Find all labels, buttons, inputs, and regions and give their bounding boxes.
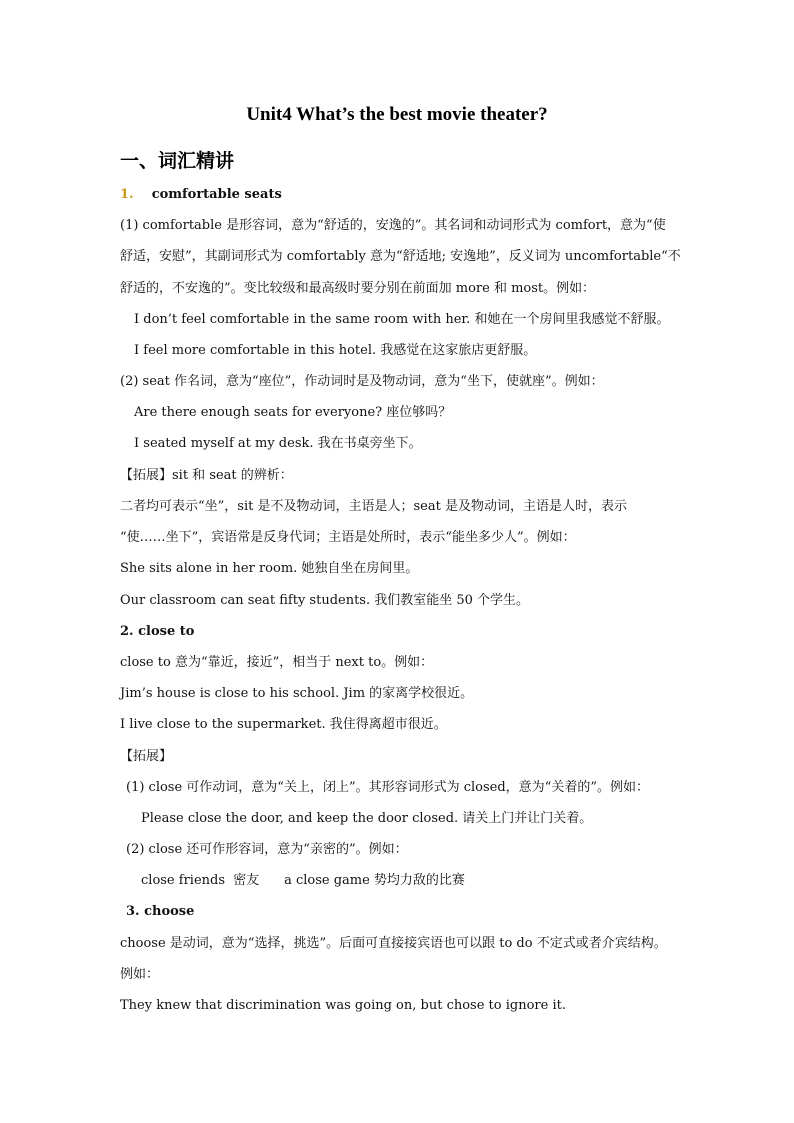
example-line: They knew that discrimination was going on, but chose to ignore it.	[120, 998, 566, 1013]
example-line: I feel more comfortable in this hotel. 我感觉在这家旅店更舒服。	[134, 343, 537, 358]
example-line: I live close to the supermarket. 我住得离超市很近。	[120, 717, 447, 732]
paragraph-line: 二者均可表示“坐”，sit 是不及物动词，主语是人；seat 是及物动词，主语是人时，表示	[120, 499, 627, 514]
page-title: Unit4 What’s the best movie theater?	[246, 104, 548, 125]
item1-heading	[120, 186, 282, 204]
paragraph-line: choose 是动词，意为“选择，挑选”。后面可直接接宾语也可以跟 to do 不定式或者介宾结构。	[120, 936, 667, 951]
example-line: Our classroom can seat fifty students. 我们教室能坐 50 个学生。	[120, 593, 530, 608]
example-line: close friends 密友 a close game 势均力敌的比赛	[141, 873, 465, 888]
item1-number: 1.	[120, 187, 134, 202]
example-line: Are there enough seats for everyone? 座位够吗？	[134, 405, 452, 420]
example-line: Jim’s house is close to his school. Jim 的家离学校很近。	[120, 686, 474, 701]
paragraph-line: 例如：	[120, 967, 160, 982]
paragraph-line: (2) seat 作名词，意为“座位”，作动词时是及物动词，意为“坐下，使就座”。例如：	[120, 374, 604, 389]
paragraph-line: 舒适的，不安逸的”。变比较级和最高级时要分别在前面加 more 和 most。例如：	[120, 281, 596, 296]
paragraph-line: “使……坐下”，宾语常是反身代词；主语是处所时，表示“能坐多少人”。例如：	[120, 530, 576, 545]
item1-heading-text: comfortable seats	[151, 187, 282, 202]
example-line: Please close the door, and keep the door closed. 请关上门并让门关着。	[141, 811, 593, 826]
paragraph-line: (1) comfortable 是形容词，意为“舒适的，安逸的”。其名词和动词形式为 comfort，意为“使	[120, 218, 666, 233]
paragraph-line: (2) close 还可作形容词，意为“亲密的”。例如：	[126, 842, 408, 857]
section-heading: 一、词汇精讲	[120, 150, 235, 172]
item2-heading: 2. close to	[120, 624, 195, 639]
item3-heading: 3. choose	[126, 904, 195, 919]
paragraph-line: close to 意为“靠近，接近”，相当于 next to。例如：	[120, 655, 434, 670]
extension-label: 【拓展】	[120, 749, 173, 764]
example-line: I don’t feel comfortable in the same room with her. 和她在一个房间里我感觉不舒服。	[134, 312, 670, 327]
paragraph-line: 舒适，安慰”，其副词形式为 comfortably 意为“舒适地; 安逸地”，反义词为 uncomfortable“不	[120, 249, 681, 264]
example-line: I seated myself at my desk. 我在书桌旁坐下。	[134, 436, 422, 451]
example-line: She sits alone in her room. 她独自坐在房间里。	[120, 561, 419, 576]
extension-label: 【拓展】sit 和 seat 的辨析：	[120, 468, 293, 483]
paragraph-line: (1) close 可作动词，意为“关上，闭上”。其形容词形式为 closed，意为“关着的”。例如：	[126, 780, 649, 795]
